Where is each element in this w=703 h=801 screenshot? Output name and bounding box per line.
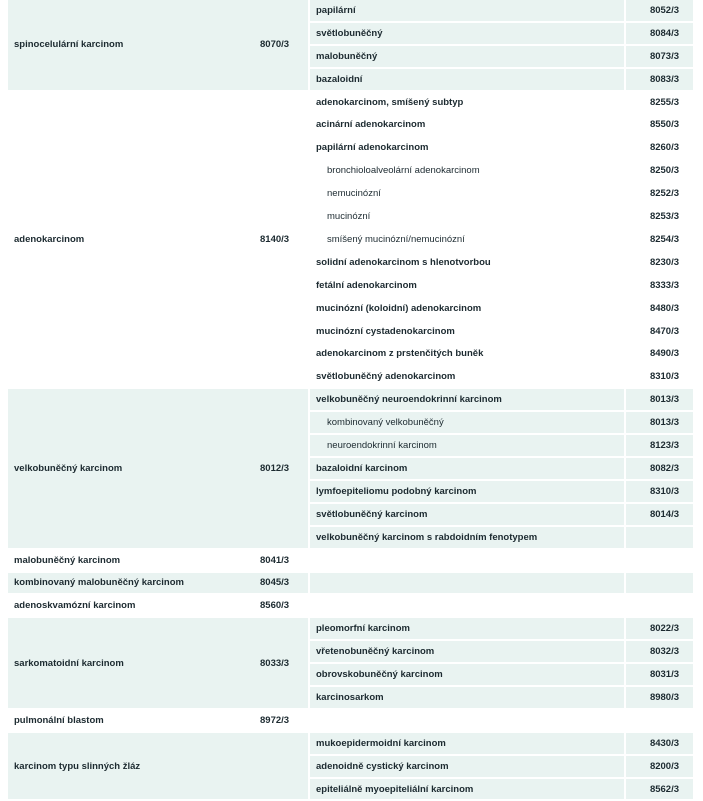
subtype-name: mucinózní (koloidní) adenokarcinom [310,298,626,321]
subtype-code [626,527,695,550]
subtype-code: 8550/3 [626,115,695,138]
subtype-name: bronchioloalveolární adenokarcinom [310,160,626,183]
subtype-name: epiteliálně myoepiteliální karcinom [310,779,626,801]
subtype-name: mucinózní [310,206,626,229]
subtype-name: karcinosarkom [310,687,626,710]
subtype-code: 8014/3 [626,504,695,527]
subtype-name: pleomorfní karcinom [310,618,626,641]
subtype-name [310,573,626,596]
subtype-code [626,710,695,733]
subtype-code: 8490/3 [626,344,695,367]
subtype-code: 8430/3 [626,733,695,756]
subtype-code [626,595,695,618]
group-code: 8070/3 [254,0,310,92]
subtype-name [310,595,626,618]
group-name: adenoskvamózní karcinom [8,595,310,618]
subtype-name: adenokarcinom, smíšený subtyp [310,92,626,115]
subtype-name [310,550,626,573]
subtype-name: malobuněčný [310,46,626,69]
group-code: 8972/3 [254,710,310,733]
subtype-code: 8253/3 [626,206,695,229]
subtype-code: 8252/3 [626,183,695,206]
group-code: 8033/3 [254,618,310,710]
group-code: 8560/3 [254,595,310,618]
subtype-code: 8260/3 [626,137,695,160]
subtype-code: 8250/3 [626,160,695,183]
subtype-code: 8470/3 [626,321,695,344]
subtype-name: papilární adenokarcinom [310,137,626,160]
subtype-code: 8255/3 [626,92,695,115]
subtype-name [310,710,626,733]
subtype-code: 8230/3 [626,252,695,275]
group-name: adenokarcinom [8,92,310,390]
subtype-name: adenokarcinom z prstenčitých buněk [310,344,626,367]
subtype-code: 8084/3 [626,23,695,46]
subtype-name: kombinovaný velkobuněčný [310,412,626,435]
group-name: sarkomatoidní karcinom [8,618,310,710]
group-code: 8045/3 [254,573,310,596]
group-code [254,733,310,801]
subtype-name: nemucinózní [310,183,626,206]
subtype-code: 8073/3 [626,46,695,69]
subtype-code [626,573,695,596]
group-name: spinocelulární karcinom [8,0,310,92]
subtype-name: světlobuněčný adenokarcinom [310,366,626,389]
subtype-code: 8032/3 [626,641,695,664]
group-code: 8041/3 [254,550,310,573]
group-name: pulmonální blastom [8,710,310,733]
subtype-code [626,550,695,573]
subtype-code: 8310/3 [626,366,695,389]
subtype-code: 8562/3 [626,779,695,801]
subtype-name: velkobuněčný neuroendokrinní karcinom [310,389,626,412]
group-name: malobuněčný karcinom [8,550,310,573]
subtype-code: 8254/3 [626,229,695,252]
subtype-code: 8480/3 [626,298,695,321]
subtype-code: 8083/3 [626,69,695,92]
subtype-code: 8123/3 [626,435,695,458]
subtype-code: 8200/3 [626,756,695,779]
subtype-code: 8052/3 [626,0,695,23]
subtype-code: 8333/3 [626,275,695,298]
subtype-code: 8980/3 [626,687,695,710]
subtype-name: mukoepidermoidní karcinom [310,733,626,756]
subtype-name: smíšený mucinózní/nemucinózní [310,229,626,252]
subtype-name: fetální adenokarcinom [310,275,626,298]
subtype-name: mucinózní cystadenokarcinom [310,321,626,344]
subtype-name: světlobuněčný [310,23,626,46]
subtype-code: 8013/3 [626,389,695,412]
subtype-name: vřetenobuněčný karcinom [310,641,626,664]
subtype-name: obrovskobuněčný karcinom [310,664,626,687]
group-name: karcinom typu slinných žláz [8,733,310,801]
subtype-name: světlobuněčný karcinom [310,504,626,527]
subtype-name: adenoidně cystický karcinom [310,756,626,779]
group-code: 8012/3 [254,389,310,549]
subtype-name: papilární [310,0,626,23]
subtype-name: bazaloidní karcinom [310,458,626,481]
subtype-code: 8022/3 [626,618,695,641]
subtype-code: 8310/3 [626,481,695,504]
subtype-name: solidní adenokarcinom s hlenotvorbou [310,252,626,275]
subtype-name: acinární adenokarcinom [310,115,626,138]
group-name: velkobuněčný karcinom [8,389,310,549]
subtype-name: lymfoepiteliomu podobný karcinom [310,481,626,504]
subtype-code: 8082/3 [626,458,695,481]
subtype-code: 8031/3 [626,664,695,687]
group-code: 8140/3 [254,92,310,390]
subtype-code: 8013/3 [626,412,695,435]
subtype-name: bazaloidní [310,69,626,92]
subtype-name: velkobuněčný karcinom s rabdoidním fenotypem [310,527,626,550]
group-name: kombinovaný malobuněčný karcinom [8,573,310,596]
subtype-name: neuroendokrinní karcinom [310,435,626,458]
